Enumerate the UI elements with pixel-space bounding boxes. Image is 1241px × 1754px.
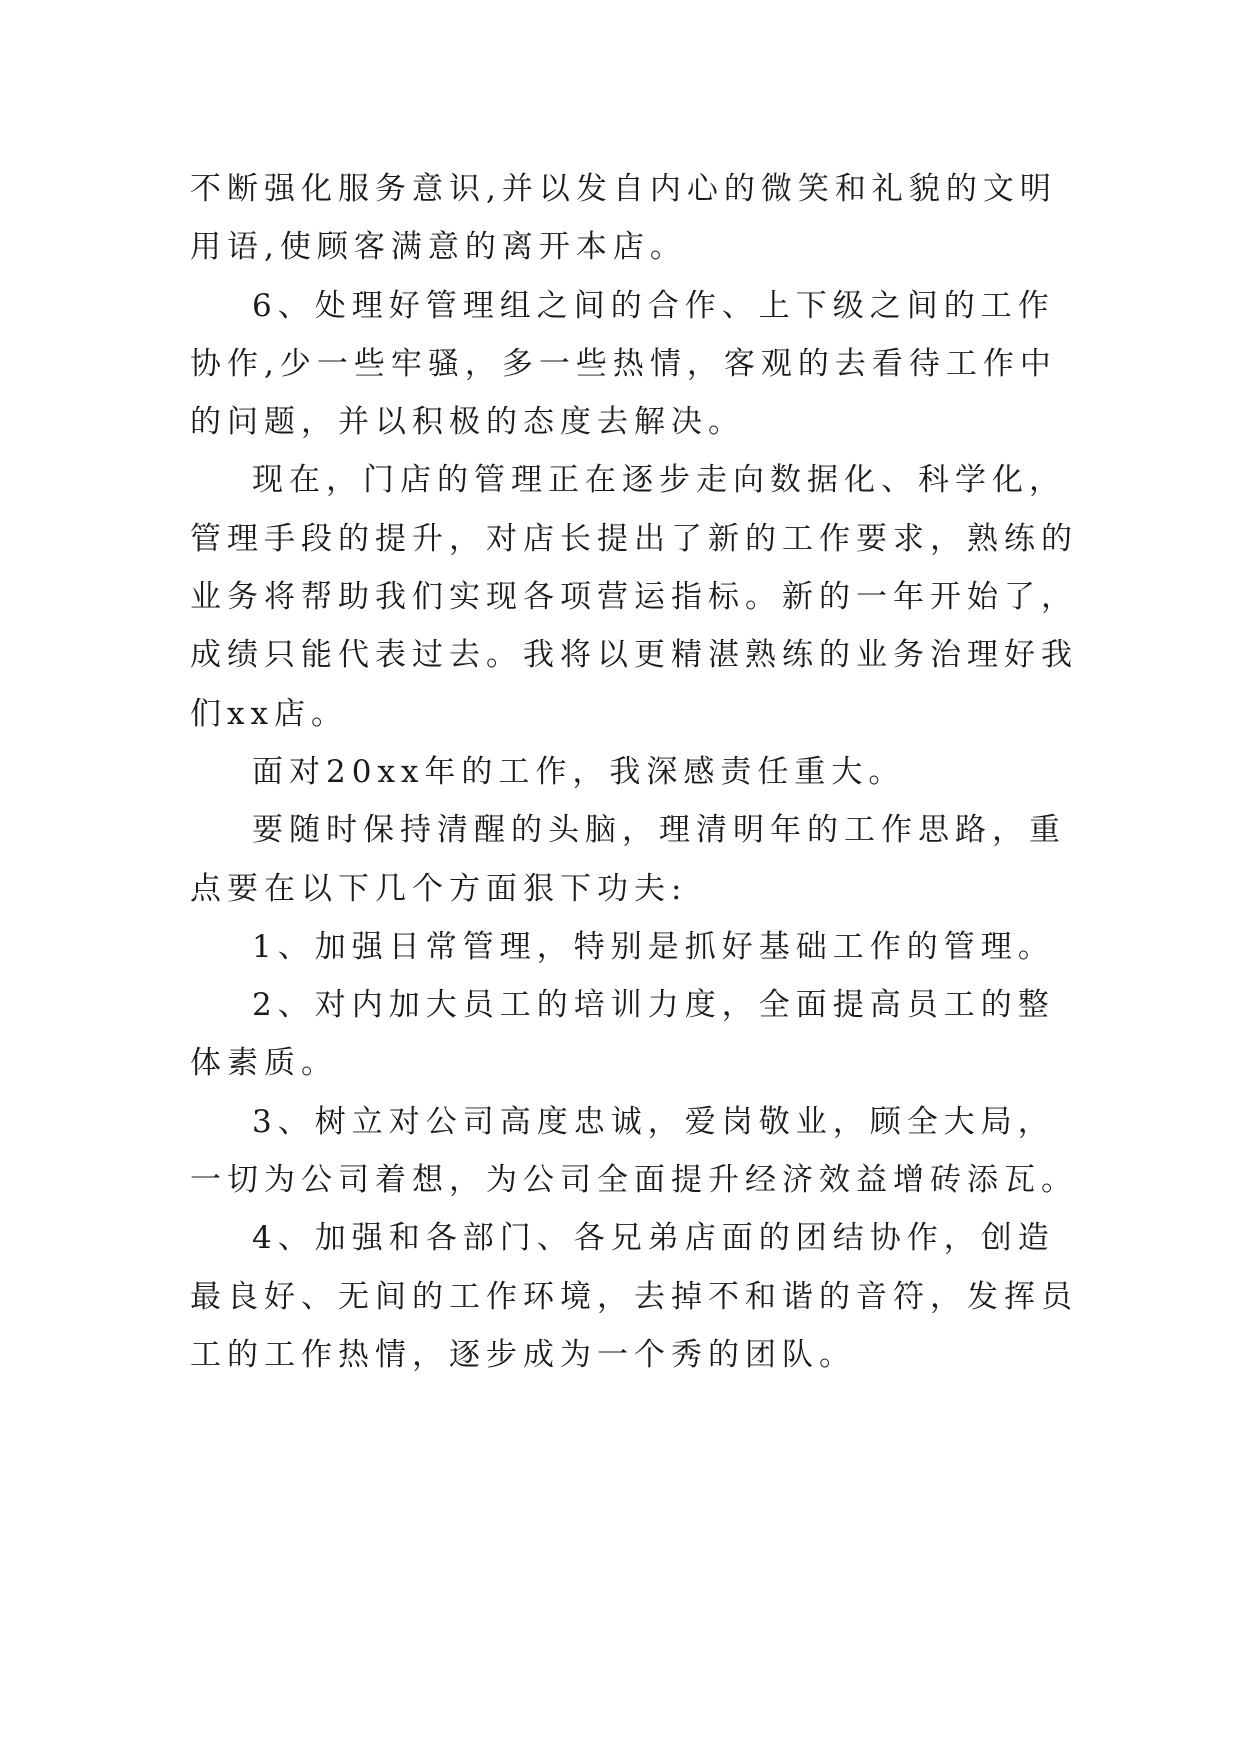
paragraph-item-1: 1、加强日常管理，特别是抓好基础工作的管理。 bbox=[252, 928, 1055, 965]
paragraph-item-6: 6、处理好管理组之间的合作、上下级之间的工作协作,少一些牢骚，多一些热情，客观的去看待工作中的问题，并以积极的态度去解决。 bbox=[190, 287, 1057, 441]
paragraph-work-plan: 要随时保持清醒的头脑，理清明年的工作思路，重点要在以下几个方面狠下功夫: bbox=[190, 812, 1066, 907]
paragraph-item-2: 2、对内加大员工的培训力度，全面提高员工的整体素质。 bbox=[190, 987, 1055, 1082]
paragraph-store-management: 现在，门店的管理正在逐步走向数据化、科学化，管理手段的提升，对店长提出了新的工作要求，熟练的业务将帮助我们实现各项营运指标。新的一年开始了，成绩只能代表过去。我将以更精湛熟练的业务治理好我们xx店。 bbox=[190, 462, 1078, 732]
paragraph-item-4: 4、加强和各部门、各兄弟店面的团结协作，创造最良好、无间的工作环境，去掉不和谐的音符，发挥员工的工作热情，逐步成为一个秀的团队。 bbox=[190, 1220, 1078, 1373]
paragraph-item-3: 3、树立对公司高度忠诚，爱岗敬业，顾全大局，一切为公司着想，为公司全面提升经济效益增砖添瓦。 bbox=[190, 1103, 1078, 1199]
document-body bbox=[190, 160, 1090, 1384]
paragraph-responsibility: 面对20xx年的工作，我深感责任重大。 bbox=[252, 753, 906, 790]
paragraph-service-awareness: 不断强化服务意识,并以发自内心的微笑和礼貌的文明用语,使顾客满意的离开本店。 bbox=[190, 171, 1057, 266]
